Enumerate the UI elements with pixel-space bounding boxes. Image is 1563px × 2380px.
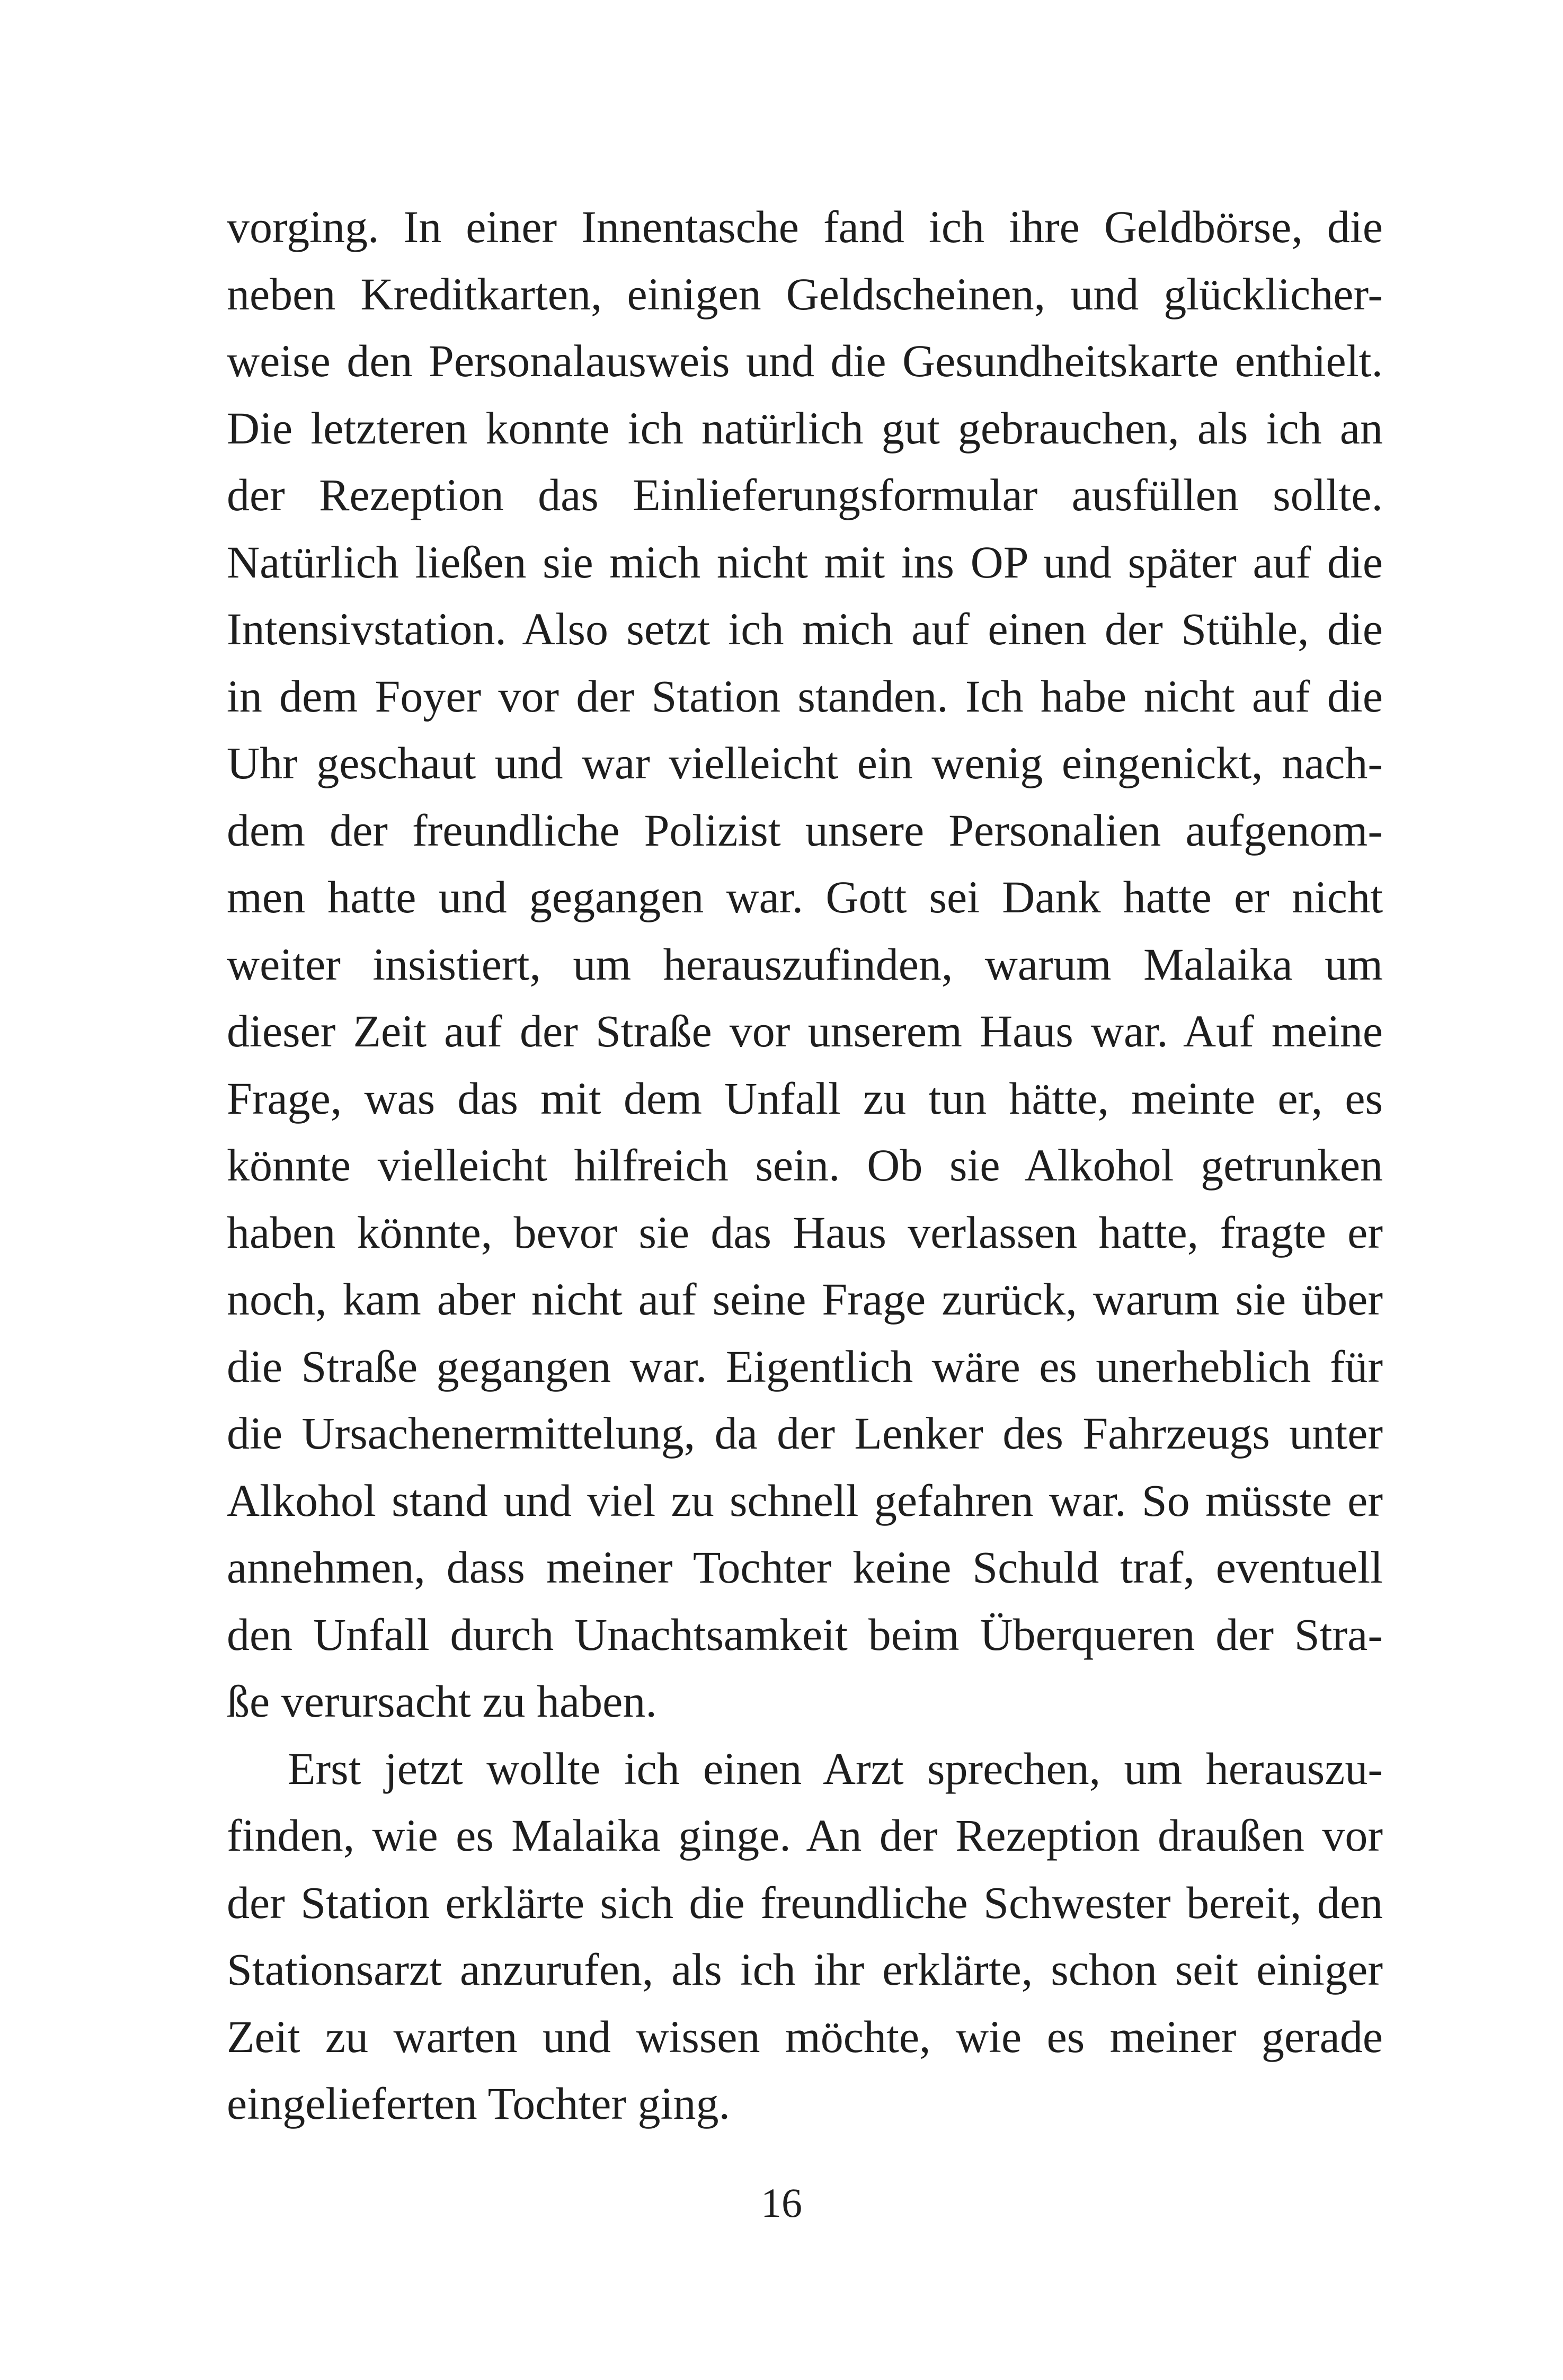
- text-line: Erst jetzt wollte ich einen Arzt sprechen, um herauszu-: [288, 1743, 1383, 1794]
- text-line: könnte vielleicht hilfreich sein. Ob sie Alkohol getrunken: [227, 1140, 1383, 1191]
- text-line: in dem Foyer vor der Station standen. Ich habe nicht auf die: [227, 670, 1383, 722]
- text-line: dem der freundliche Polizist unsere Personalien aufgenom-: [227, 804, 1383, 856]
- text-line: Stationsarzt anzurufen, als ich ihr erklärte, schon seit einiger: [227, 1944, 1383, 1995]
- paragraph: [227, 193, 1383, 1735]
- body-text: [227, 193, 1383, 2137]
- text-line: dieser Zeit auf der Straße vor unserem Haus war. Auf meine: [227, 1006, 1383, 1056]
- text-line: die Straße gegangen war. Eigentlich wäre es unerheblich für: [227, 1340, 1383, 1392]
- text-line: die Ursachenermittelung, da der Lenker des Fahrzeugs unter: [227, 1408, 1383, 1459]
- text-line: eingelieferten Tochter ging.: [227, 2078, 730, 2129]
- text-line: noch, kam aber nicht auf seine Frage zurück, warum sie über: [227, 1274, 1383, 1325]
- text-line: weiter insistiert, um herauszufinden, warum Malaika um: [227, 938, 1383, 990]
- text-line: ße verursacht zu haben.: [227, 1676, 657, 1727]
- page-number: 16: [761, 2180, 802, 2226]
- text-line: neben Kreditkarten, einigen Geldscheinen, und glücklicher-: [227, 268, 1383, 319]
- paragraph: [227, 1735, 1383, 2137]
- text-line: Frage, was das mit dem Unfall zu tun hätte, meinte er, es: [227, 1072, 1383, 1124]
- text-line: Natürlich ließen sie mich nicht mit ins OP und später auf die: [227, 536, 1383, 588]
- text-line: haben könnte, bevor sie das Haus verlassen hatte, fragte er: [227, 1206, 1383, 1258]
- text-line: weise den Personalausweis und die Gesundheitskarte enthielt.: [227, 335, 1383, 386]
- text-line: Die letzteren konnte ich natürlich gut gebrauchen, als ich an: [227, 402, 1383, 454]
- text-line: Zeit zu warten und wissen möchte, wie es meiner gerade: [227, 2011, 1383, 2062]
- text-line: finden, wie es Malaika ginge. An der Rezeption draußen vor: [227, 1810, 1383, 1861]
- text-line: der Station erklärte sich die freundliche Schwester bereit, den: [227, 1877, 1383, 1928]
- text-line: men hatte und gegangen war. Gott sei Dank hatte er nicht: [227, 872, 1383, 922]
- text-line: vorging. In einer Innentasche fand ich ihre Geldbörse, die: [227, 201, 1383, 252]
- text-line: Alkohol stand und viel zu schnell gefahren war. So müsste er: [227, 1475, 1383, 1526]
- text-line: Uhr geschaut und war vielleicht ein wenig eingenickt, nach-: [227, 738, 1383, 788]
- text-line: annehmen, dass meiner Tochter keine Schuld traf, eventuell: [227, 1542, 1383, 1593]
- text-line: Intensivstation. Also setzt ich mich auf einen der Stühle, die: [227, 603, 1383, 654]
- text-line: der Rezeption das Einlieferungsformular ausfüllen sollte.: [227, 469, 1383, 520]
- text-line: den Unfall durch Unachtsamkeit beim Überqueren der Stra-: [227, 1609, 1383, 1660]
